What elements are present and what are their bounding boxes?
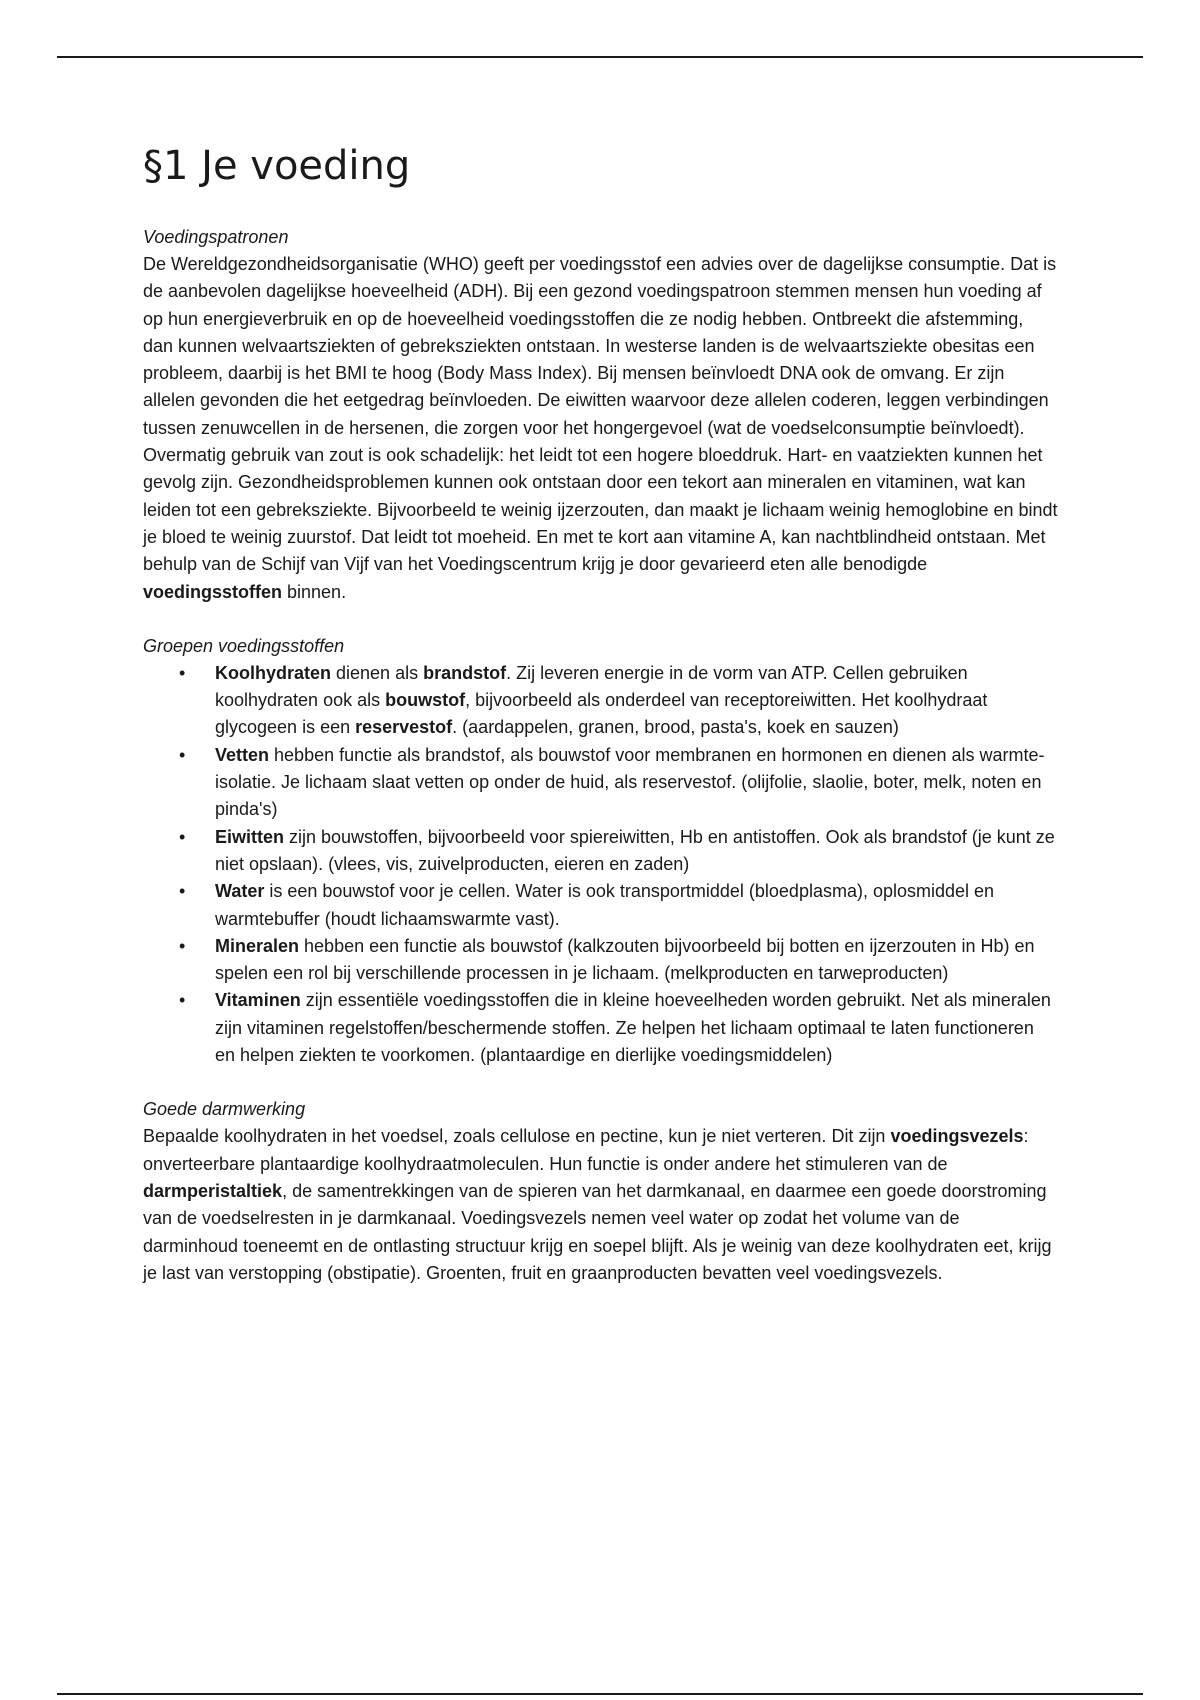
- bullet-icon: •: [179, 935, 186, 956]
- bold-term: Vitaminen: [215, 990, 301, 1011]
- bold-term: darmperistaltiek: [143, 1180, 283, 1201]
- text: , bijvoorbeeld als onderdeel van receptoreiwitten. Het koolhydraat glycogeen is een: [215, 690, 988, 738]
- bold-term: Koolhydraten: [215, 662, 332, 683]
- bullet-icon: •: [179, 744, 186, 765]
- list-item-eiwitten: [143, 824, 1058, 879]
- paragraph: [143, 1123, 1058, 1287]
- bold-term: Water: [215, 881, 265, 902]
- section-title: Voedingspatronen: [143, 227, 289, 247]
- text: hebben functie als brandstof, als bouwstof voor membranen en hormonen en dienen als warmte-isolatie. Je lichaam slaat vetten op onder de huid, als reservestof. (olijfolie, slaolie, boter, melk, noten en pinda's): [215, 744, 1045, 820]
- top-rule: [57, 56, 1143, 58]
- bullet-icon: •: [179, 662, 186, 683]
- section-groepen: [143, 633, 1058, 1069]
- text: binnen.: [282, 581, 347, 602]
- bold-term: bouwstof: [385, 690, 466, 711]
- text: , de samentrekkingen van de spieren van het darmkanaal, en daarmee een goede doorstroming van de voedselresten in je darmkanaal. Voedingsvezels nemen veel water op zodat het volume van de darminhoud toeneemt en de ontlasting structuur krijg en soepel blijft. Als je weinig van deze koolhydraten eet, krijg je last van verstopping (obstipatie). Groenten, fruit en graanproducten bevatten veel voedingsvezels.: [143, 1180, 1052, 1283]
- page-content: [143, 140, 1058, 1287]
- text: De Wereldgezondheidsorganisatie (WHO) geeft per voedingsstof een advies over de dagelijkse consumptie. Dat is de aanbevolen dagelijkse hoeveelheid (ADH). Bij een gezond voedingspatroon stemmen mensen hun voeding af op hun energieverbruik en op de hoeveelheid voedingsstoffen die ze nodig hebben. Ontbreekt die afstemming, dan kunnen welvaartsziekten of gebreksziekten ontstaan. In westerse landen is de welvaartsziekte obesitas een probleem, daarbij is het BMI te hoog (Body Mass Index). Bij mensen beïnvloedt DNA ook de omvang. Er zijn allelen gevonden die het eetgedrag beïnvloeden. De eiwitten waarvoor deze allelen coderen, leggen verbindingen tussen zenuwcellen in de hersenen, die zorgen voor het hongergevoel (wat de voedselconsumptie beïnvloedt). Overmatig gebruik van zout is ook schadelijk: het leidt tot een hogere bloeddruk. Hart- en vaatziekten kunnen het gevolg zijn. Gezondheidsproblemen kunnen ook ontstaan door een tekort aan mineralen en vitaminen, wat kan leiden tot een gebreksziekte. Bijvoorbeeld te weinig ijzerzouten, dan maakt je lichaam weinig hemoglobine en bindt je bloed te weinig zuurstof. Dat leidt tot moeheid. En met te kort aan vitamine A, kan nachtblindheid ontstaan. Met behulp van de Schijf van Vijf van het Voedingscentrum krijg je door gevarieerd eten alle benodigde: [143, 254, 1058, 575]
- bold-term: brandstof: [423, 662, 507, 683]
- nutrient-list: [143, 660, 1058, 1069]
- bold-term: reservestof: [355, 717, 453, 738]
- list-item-koolhydraten: [143, 660, 1058, 742]
- text: zijn essentiële voedingsstoffen die in kleine hoeveelheden worden gebruikt. Net als mineralen zijn vitaminen regelstoffen/beschermende stoffen. Ze helpen het lichaam optimaal te laten functioneren en helpen ziekten te voorkomen. (plantaardige en dierlijke voedingsmiddelen): [215, 990, 1051, 1066]
- bold-term: voedingsvezels: [890, 1126, 1024, 1147]
- text: hebben een functie als bouwstof (kalkzouten bijvoorbeeld bij botten en ijzerzouten in Hb) en spelen een rol bij verschillende processen in je lichaam. (melkproducten en tarweproducten): [215, 935, 1035, 984]
- text: Bepaalde koolhydraten in het voedsel, zoals cellulose en pectine, kun je niet verteren. Dit zijn: [143, 1126, 891, 1147]
- list-item-vetten: [143, 742, 1058, 824]
- bottom-rule: [57, 1693, 1143, 1695]
- text: : onverteerbare plantaardige koolhydraatmoleculen. Hun functie is onder andere het stimuleren van de: [143, 1126, 1029, 1174]
- bold-term: Eiwitten: [215, 826, 285, 847]
- section-title: Goede darmwerking: [143, 1099, 306, 1120]
- bullet-icon: •: [179, 881, 186, 902]
- bullet-icon: •: [179, 826, 186, 847]
- text: . (aardappelen, granen, brood, pasta's, koek en sauzen): [452, 717, 899, 738]
- text: . Zij leveren energie in de vorm van ATP. Cellen gebruiken koolhydraten ook als: [215, 662, 968, 711]
- bold-term: Mineralen: [215, 935, 300, 956]
- list-item-mineralen: [143, 933, 1058, 988]
- section-voedingspatronen: [143, 224, 1058, 606]
- section-darmwerking: [143, 1096, 1058, 1287]
- bold-term: Vetten: [215, 744, 270, 765]
- list-item-vitaminen: [143, 987, 1058, 1069]
- paragraph: [143, 251, 1058, 606]
- text: is een bouwstof voor je cellen. Water is ook transportmiddel (bloedplasma), oplosmiddel en warmtebuffer (houdt lichaamswarmte vast).: [215, 881, 995, 929]
- list-item-water: [143, 878, 1058, 933]
- text: dienen als: [331, 662, 424, 683]
- page-title: §1 Je voeding: [143, 143, 411, 189]
- text: zijn bouwstoffen, bijvoorbeeld voor spiereiwitten, Hb en antistoffen. Ook als brandstof (je kunt ze niet opslaan). (vlees, vis, zuivelproducten, eieren en zaden): [215, 826, 1055, 874]
- bullet-icon: •: [179, 990, 186, 1011]
- section-title: Groepen voedingsstoffen: [143, 635, 345, 656]
- bold-term: voedingsstoffen: [143, 581, 283, 602]
